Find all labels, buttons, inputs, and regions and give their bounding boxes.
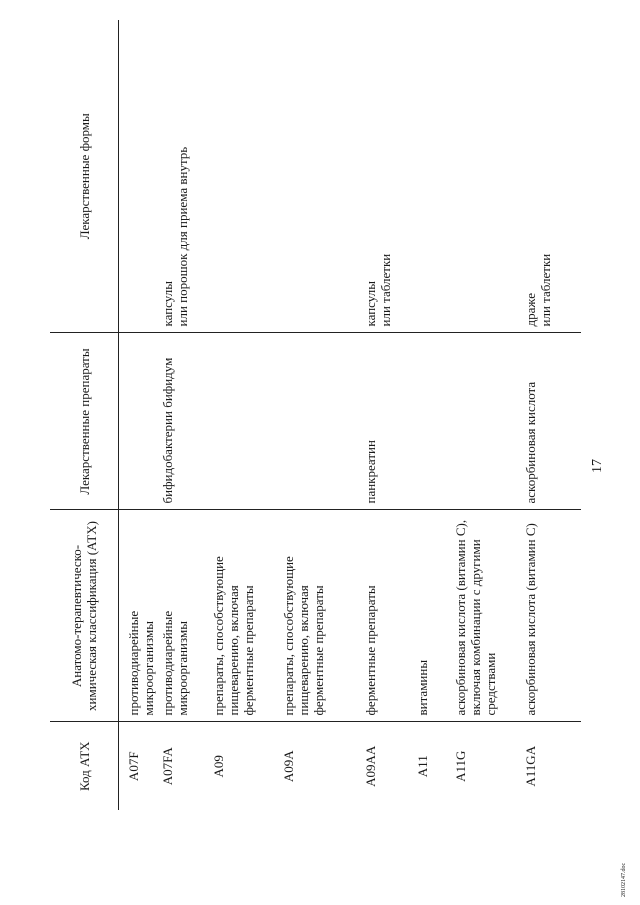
row-forms: [449, 20, 519, 333]
form-line: драже: [523, 293, 538, 327]
row-classification: витамины: [411, 510, 449, 722]
form-line: капсулы: [363, 281, 378, 327]
table-row: [359, 20, 411, 810]
row-classification: препараты, способствующие пищеварению, включая ферментные препараты: [207, 510, 277, 722]
header-drugs: Лекарственные препараты: [50, 333, 119, 510]
row-code: A07F: [119, 722, 157, 810]
header-classification: Анатомо-терапевтическо-химическая классификация (АТХ): [50, 510, 119, 722]
table-row: [277, 20, 359, 810]
table-row: [156, 20, 207, 810]
row-code: A11: [411, 722, 449, 810]
row-drug: панкреатин: [359, 333, 411, 510]
row-forms: [156, 20, 207, 333]
row-drug: [207, 333, 277, 510]
row-forms: [277, 20, 359, 333]
table-row: [207, 20, 277, 810]
document-id: 28102147.doc: [621, 862, 627, 897]
form-line: или таблетки: [538, 253, 553, 327]
table-header-row: [50, 20, 119, 810]
row-forms: [119, 20, 157, 333]
row-drug: [277, 333, 359, 510]
row-code: A09: [207, 722, 277, 810]
row-classification: ферментные препараты: [359, 510, 411, 722]
header-forms: Лекарственные формы: [50, 20, 119, 333]
row-code: A09AA: [359, 722, 411, 810]
form-line: капсулы: [160, 281, 175, 327]
table-row: [519, 20, 581, 810]
row-forms: [359, 20, 411, 333]
header-code: Код АТХ: [50, 722, 119, 810]
row-drug: [449, 333, 519, 510]
row-code: A09A: [277, 722, 359, 810]
table-row: [411, 20, 449, 810]
row-drug: бифидобактерии бифидум: [156, 333, 207, 510]
row-drug: аскорбиновая кислота: [519, 333, 581, 510]
row-forms: [519, 20, 581, 333]
row-code: A07FA: [156, 722, 207, 810]
table-row: [449, 20, 519, 810]
form-line: или порошок для приема внутрь: [175, 146, 190, 327]
row-classification: противодиарейные микроорганизмы: [119, 510, 157, 722]
row-drug: [119, 333, 157, 510]
table-row: [119, 20, 157, 810]
form-line: или таблетки: [378, 253, 393, 327]
page-number: 17: [590, 459, 605, 473]
row-classification: препараты, способствующие пищеварению, включая ферментные препараты: [277, 510, 359, 722]
row-classification: аскорбиновая кислота (витамин С), включая комбинации с другими средствами: [449, 510, 519, 722]
row-classification: аскорбиновая кислота (витамин С): [519, 510, 581, 722]
row-forms: [207, 20, 277, 333]
row-code: A11GA: [519, 722, 581, 810]
row-code: A11G: [449, 722, 519, 810]
row-classification: противодиарейные микроорганизмы: [156, 510, 207, 722]
row-forms: [411, 20, 449, 333]
row-drug: [411, 333, 449, 510]
drug-table: [50, 20, 581, 810]
